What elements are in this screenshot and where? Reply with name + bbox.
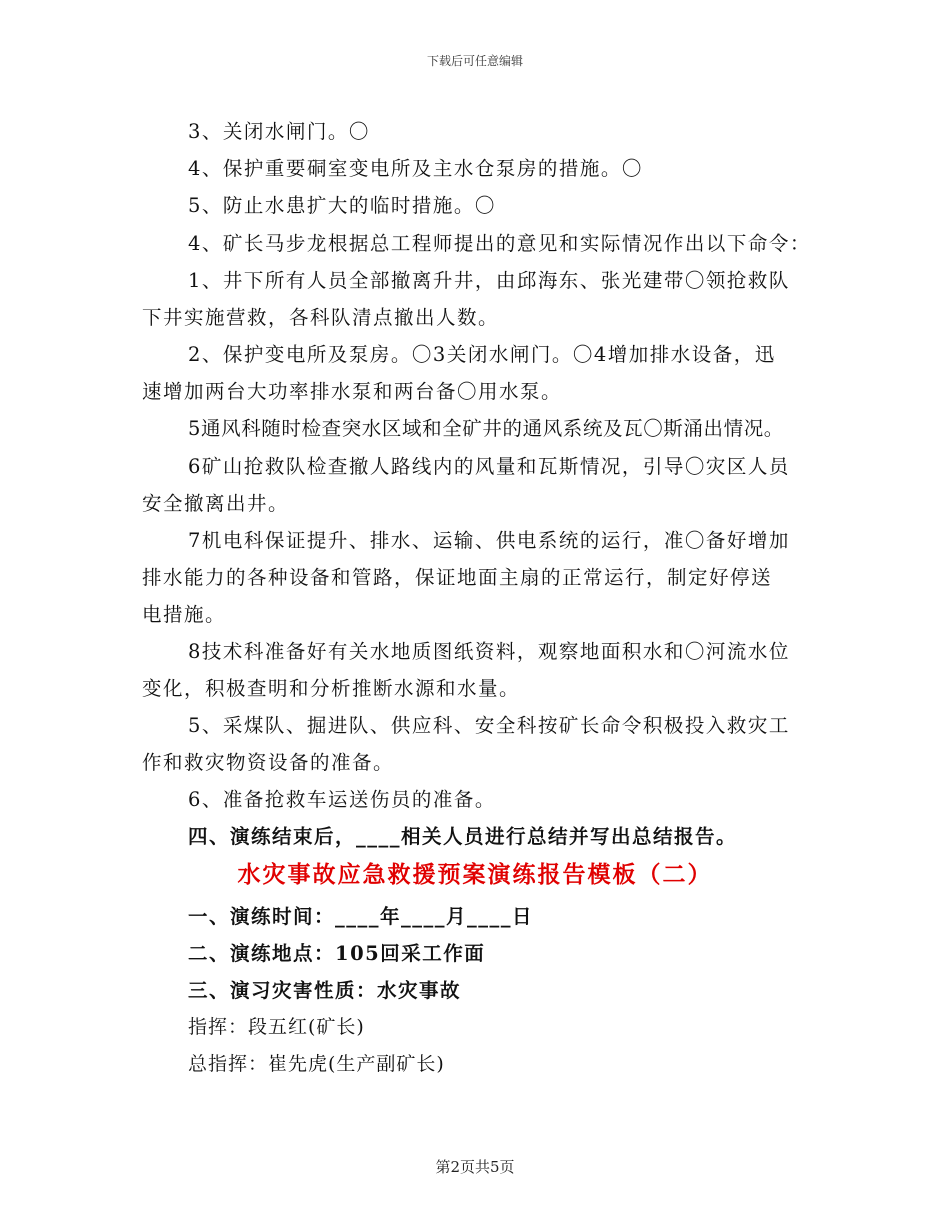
info-line: 一、演练时间：____年____月____日	[188, 905, 534, 928]
text-line: 2、保护变电所及泵房。〇3关闭水闸门。〇4增加排水设备，迅	[188, 343, 776, 366]
section-heading: 四、演练结束后，____相关人员进行总结并写出总结报告。	[188, 825, 738, 848]
text-line: 5通风科随时检查突水区域和全矿井的通风系统及瓦〇斯涌出情况。	[188, 417, 784, 440]
text-line: 变化，积极查明和分析推断水源和水量。	[142, 677, 521, 700]
info-line: 二、演练地点：105回采工作面	[188, 942, 486, 965]
text-line: 电措施。	[142, 603, 227, 626]
text-line: 下井实施营救，各科队清点撤出人数。	[142, 306, 500, 329]
text-line: 速增加两台大功率排水泵和两台备〇用水泵。	[142, 380, 563, 403]
text-line: 安全撤离出井。	[142, 492, 290, 515]
text-line: 5、采煤队、掘进队、供应科、安全科按矿长命令积极投入救灾工	[188, 714, 790, 737]
page-footer: 第2页共5页	[435, 1158, 515, 1176]
text-line: 7机电科保证提升、排水、运输、供电系统的运行，准〇备好增加	[188, 529, 790, 552]
text-line: 1、井下所有人员全部撤离升井，由邱海东、张光建带〇领抢救队	[188, 269, 790, 292]
text-line: 4、保护重要硐室变电所及主水仓泵房的措施。〇	[188, 157, 643, 180]
info-line: 三、演习灾害性质：水灾事故	[188, 979, 462, 1002]
text-line: 作和救灾物资设备的准备。	[142, 751, 395, 774]
section-title: 水灾事故应急救援预案演练报告模板（二）	[237, 861, 713, 888]
text-line: 8技术科准备好有关水地质图纸资料，观察地面积水和〇河流水位	[188, 640, 790, 663]
info-line: 总指挥：崔先虎(生产副矿长)	[188, 1053, 445, 1075]
info-line: 指挥：段五红(矿长)	[188, 1016, 365, 1038]
text-line: 6矿山抢救队检查撤人路线内的风量和瓦斯情况，引导〇灾区人员	[188, 455, 790, 478]
text-line: 3、关闭水闸门。〇	[188, 120, 370, 143]
text-line: 排水能力的各种设备和管路，保证地面主扇的正常运行，制定好停送	[142, 566, 773, 589]
text-line: 5、防止水患扩大的临时措施。〇	[188, 194, 496, 217]
text-line: 6、准备抢救车运送伤员的准备。	[188, 788, 496, 811]
page-header: 下载后可任意编辑	[426, 54, 523, 68]
text-line: 4、矿长马步龙根据总工程师提出的意见和实际情况作出以下命令：	[188, 232, 811, 255]
